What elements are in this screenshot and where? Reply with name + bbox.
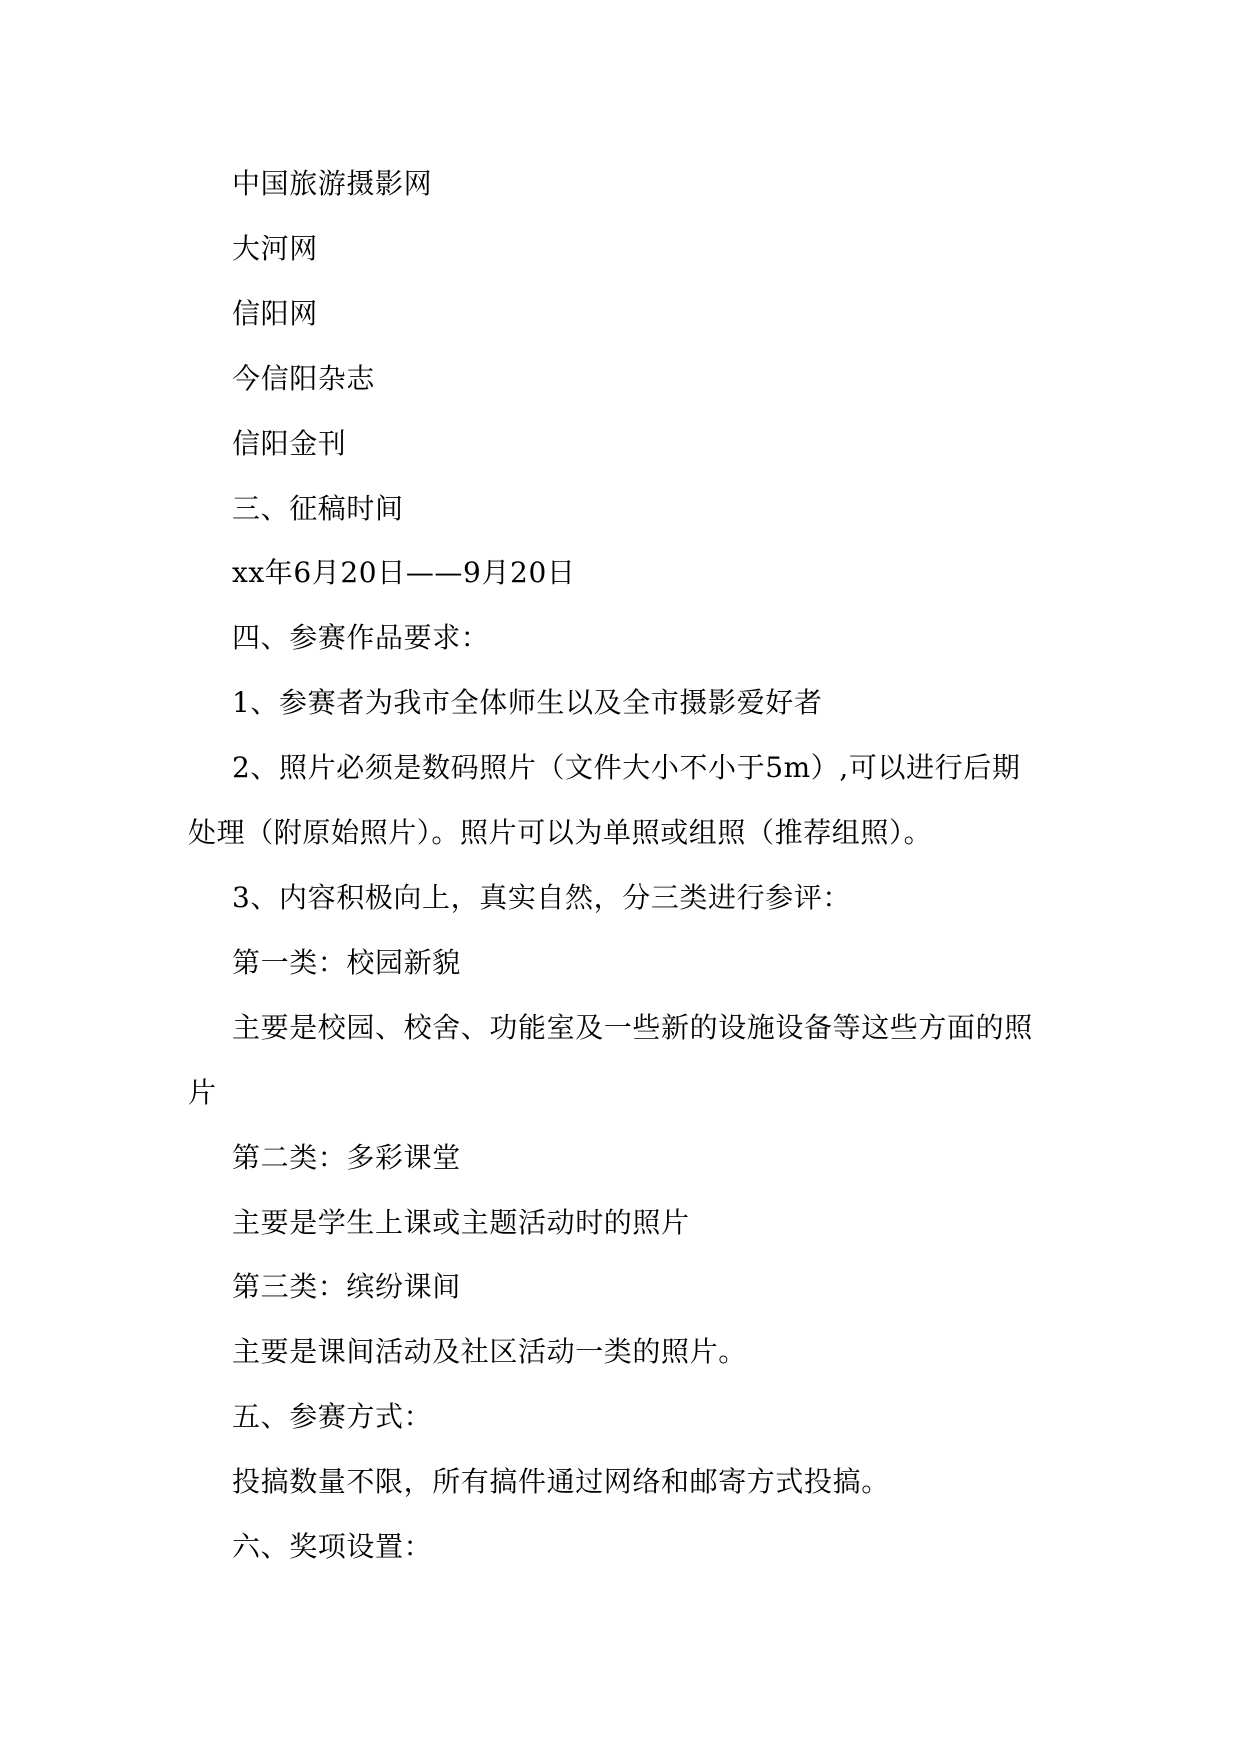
document-body (188, 152, 1048, 1580)
paragraph-media-4: 今信阳杂志 (232, 361, 376, 395)
paragraph-requirement-2: 2、照片必须是数码照片（文件大小不小于5m）,可以进行后期处理（附原始照片）。照片可以为单照或组照（推荐组照）。 (188, 751, 1021, 850)
paragraph-submission-method: 投搞数量不限，所有搞件通过网络和邮寄方式投搞。 (232, 1465, 890, 1499)
section-heading-submission-time: 三、征稿时间 (232, 491, 404, 525)
section-heading-requirements: 四、参赛作品要求： (232, 621, 490, 655)
paragraph-category-2-title: 第二类：多彩课堂 (232, 1140, 461, 1174)
paragraph-media-1: 中国旅游摄影网 (232, 167, 433, 200)
section-heading-participation: 五、参赛方式： (232, 1400, 433, 1434)
paragraph-category-1-title: 第一类：校园新貌 (232, 945, 461, 979)
paragraph-requirement-3: 3、内容积极向上，真实自然，分三类进行参评： (232, 880, 852, 914)
paragraph-category-3-desc: 主要是课间活动及社区活动一类的照片。 (232, 1335, 747, 1369)
paragraph-category-2-desc: 主要是学生上课或主题活动时的照片 (232, 1205, 690, 1239)
paragraph-category-1-desc: 主要是校园、校舍、功能室及一些新的设施设备等这些方面的照片 (188, 1010, 1033, 1109)
section-heading-awards: 六、奖项设置： (232, 1530, 433, 1564)
paragraph-category-3-title: 第三类：缤纷课间 (232, 1270, 461, 1304)
paragraph-media-5: 信阳金刊 (232, 426, 347, 460)
paragraph-date-range: xx年6月20日——9月20日 (232, 556, 576, 590)
paragraph-media-3: 信阳网 (232, 296, 318, 330)
paragraph-requirement-1: 1、参赛者为我市全体师生以及全市摄影爱好者 (232, 686, 823, 720)
paragraph-media-2: 大河网 (232, 231, 318, 265)
